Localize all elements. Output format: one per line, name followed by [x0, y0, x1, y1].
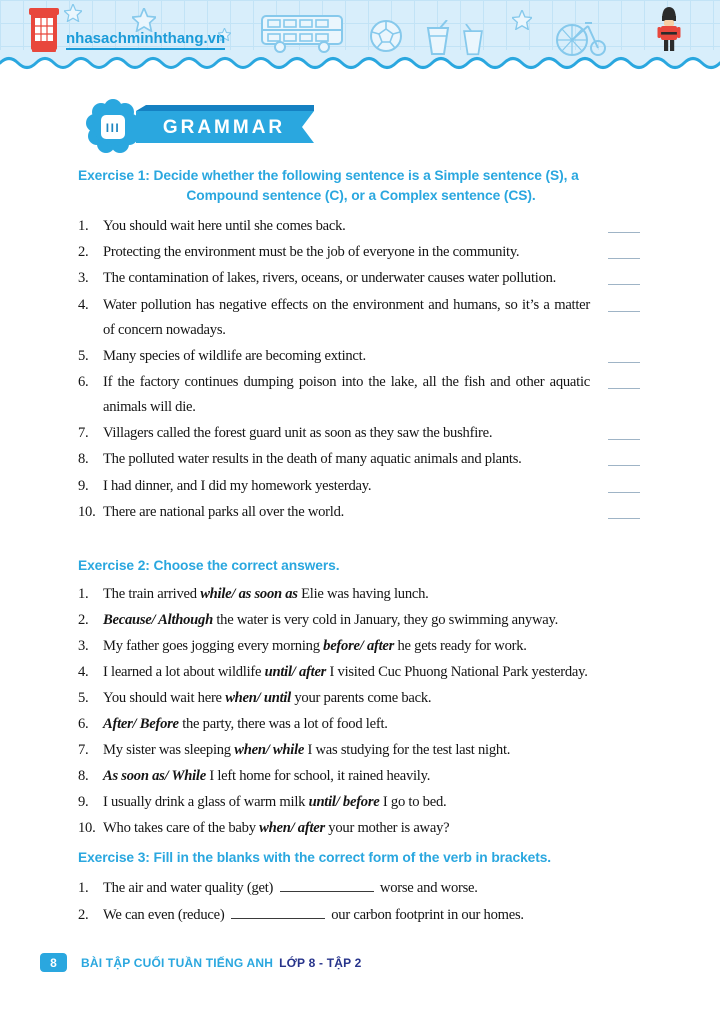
- choice-options: until/ before: [308, 794, 380, 810]
- exercise2-item: [78, 608, 644, 633]
- item-text: Who takes care of the baby when/ after your mother is away?: [103, 820, 450, 836]
- penny-farthing-icon: [552, 14, 608, 58]
- choice-options: when/ after: [259, 820, 325, 836]
- item-text: My father goes jogging every morning before/ after he gets ready for work.: [103, 638, 527, 654]
- item-number: 9.: [78, 794, 89, 810]
- exercise1-list: [78, 214, 644, 526]
- item-number: 8.: [78, 451, 89, 468]
- exercise3-item: [78, 903, 644, 928]
- item-number: 10.: [78, 503, 96, 520]
- item-number: 9.: [78, 477, 89, 494]
- item-number: 2.: [78, 907, 89, 923]
- section-number: III: [105, 121, 121, 135]
- royal-guard-icon: [652, 5, 686, 55]
- item-number: 8.: [78, 768, 89, 784]
- item-number: 7.: [78, 425, 89, 442]
- choice-options: while/ as soon as: [200, 586, 298, 602]
- exercise2-item: [78, 686, 644, 711]
- item-number: 5.: [78, 347, 89, 364]
- item-text: As soon as/ While I left home for school, it rained heavily.: [103, 768, 431, 784]
- soccer-ball-icon: [368, 18, 404, 54]
- item-text: The air and water quality (get) worse and worse.: [103, 880, 478, 896]
- answer-blank: [608, 284, 640, 285]
- choice-options: until/ after: [264, 664, 327, 680]
- item-number: 2.: [78, 612, 89, 628]
- answer-blank: [608, 311, 640, 312]
- item-text: There are national parks all over the world.: [103, 503, 345, 520]
- item-text: You should wait here until she comes back.: [103, 218, 346, 234]
- exercise1-item: [78, 344, 644, 369]
- exercise1-item: [78, 474, 644, 499]
- exercise1-item: [78, 421, 644, 446]
- item-text: The train arrived while/ as soon as Elie was having lunch.: [103, 586, 429, 602]
- item-text: Because/ Although the water is very cold in January, they go swimming anyway.: [103, 612, 558, 628]
- page-number-badge: 8: [40, 953, 67, 972]
- exercise1-heading: Exercise 1: Decide whether the following sentence is a Simple sentence (S), a Compound sentence (C), or a Complex sentence (CS).: [78, 168, 579, 203]
- answer-blank: [608, 362, 640, 363]
- exercise1-item: [78, 500, 644, 525]
- grammar-banner: [84, 98, 334, 161]
- book-title: BÀI TẬP CUỐI TUẦN TIẾNG ANH: [81, 955, 274, 970]
- item-text: Protecting the environment must be the job of everyone in the community.: [103, 244, 520, 261]
- answer-blank: [608, 439, 640, 440]
- item-text: Water pollution has negative effects on the environment and humans, so it’s a matter of concern nowadays.: [103, 296, 590, 338]
- item-text: We can even (reduce) our carbon footprint in our homes.: [103, 907, 524, 923]
- item-text: If the factory continues dumping poison into the lake, all the fish and other aquatic animals will die.: [103, 373, 590, 415]
- exercise1-item: [78, 240, 644, 265]
- item-number: 6.: [78, 373, 89, 390]
- exercise1-item: [78, 370, 644, 420]
- bus-icon: [260, 14, 348, 54]
- exercise3-list: [78, 876, 644, 930]
- answer-blank: [608, 258, 640, 259]
- item-text: The polluted water results in the death of many aquatic animals and plants.: [103, 451, 522, 468]
- phone-booth-icon: [28, 5, 60, 53]
- star-icon: [512, 10, 532, 30]
- exercise2-item: [78, 712, 644, 737]
- exercise1-item: [78, 266, 644, 291]
- item-number: 6.: [78, 716, 89, 732]
- exercise2-item: [78, 634, 644, 659]
- exercise2-item: [78, 582, 644, 607]
- choice-options: Because/ Although: [103, 612, 213, 628]
- exercise2-item: [78, 764, 644, 789]
- choice-options: before/ after: [323, 638, 395, 654]
- website-link: nhasachminhthang.vn: [66, 30, 225, 50]
- item-text: I had dinner, and I did my homework yesterday.: [103, 477, 372, 494]
- answer-blank: [608, 232, 640, 233]
- item-number: 1.: [78, 586, 89, 602]
- answer-blank: [608, 492, 640, 493]
- item-text: Villagers called the forest guard unit as soon as they saw the bushfire.: [103, 425, 493, 442]
- exercise2-heading: Exercise 2: Choose the correct answers.: [78, 558, 340, 573]
- star-icon: [132, 8, 156, 32]
- item-text: The contamination of lakes, rivers, oceans, or underwater causes water pollution.: [103, 270, 557, 287]
- choice-options: when/ while: [234, 742, 305, 758]
- item-number: 5.: [78, 690, 89, 706]
- exercise3-heading: Exercise 3: Fill in the blanks with the correct form of the verb in brackets.: [78, 850, 552, 865]
- answer-blank: [608, 465, 640, 466]
- exercise1-item: [78, 447, 644, 472]
- item-number: 1.: [78, 880, 89, 896]
- answer-blank: [608, 518, 640, 519]
- exercise3-item: [78, 876, 644, 901]
- choice-options: when/ until: [225, 690, 291, 706]
- wave-divider: [0, 50, 720, 74]
- section-title: GRAMMAR: [162, 117, 286, 138]
- choice-options: As soon as/ While: [103, 768, 206, 784]
- book-volume: LỚP 8 - TẬP 2: [279, 955, 362, 970]
- fill-in-blank: [280, 880, 374, 892]
- exercise1-item: [78, 293, 644, 343]
- item-number: 1.: [78, 218, 89, 234]
- item-text: I usually drink a glass of warm milk until/ before I go to bed.: [103, 794, 447, 810]
- item-number: 3.: [78, 638, 89, 654]
- item-number: 2.: [78, 244, 89, 261]
- choice-options: After/ Before: [103, 716, 179, 732]
- exercise2-item: [78, 790, 644, 815]
- item-number: 10.: [78, 820, 96, 836]
- item-text: Many species of wildlife are becoming extinct.: [103, 347, 366, 364]
- exercise2-item: [78, 738, 644, 763]
- item-number: 3.: [78, 270, 89, 287]
- drink-cup-icon: [460, 24, 486, 56]
- item-number: 4.: [78, 664, 89, 680]
- item-text: After/ Before the party, there was a lot of food left.: [103, 716, 388, 732]
- flower-icon: [86, 99, 140, 153]
- item-number: 7.: [78, 742, 89, 758]
- exercise2-item: [78, 816, 644, 841]
- exercise1-item: [78, 214, 644, 239]
- fill-in-blank: [231, 907, 325, 919]
- item-text: My sister was sleeping when/ while I was studying for the test last night.: [103, 742, 511, 758]
- item-text: I learned a lot about wildlife until/ after I visited Cuc Phuong National Park yesterday.: [103, 664, 588, 680]
- drink-cup-icon: [424, 20, 452, 56]
- item-number: 4.: [78, 296, 89, 313]
- item-text: You should wait here when/ until your parents come back.: [103, 690, 432, 706]
- exercise2-list: [78, 582, 644, 842]
- answer-blank: [608, 388, 640, 389]
- star-icon: [64, 4, 82, 22]
- exercise2-item: [78, 660, 644, 685]
- page-footer: [40, 953, 362, 972]
